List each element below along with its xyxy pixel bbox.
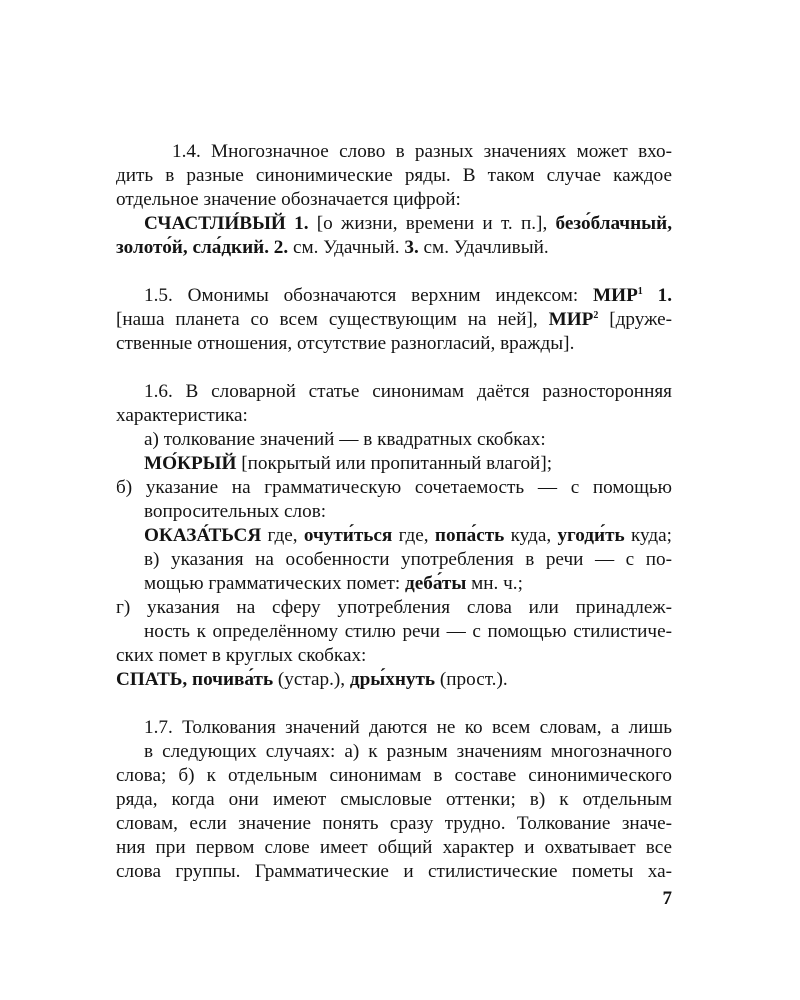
page-number: 7 xyxy=(662,888,672,909)
headword: ОКАЗА́ТЬСЯ xyxy=(144,525,262,546)
text-span: куда, xyxy=(504,525,558,546)
text-line xyxy=(116,308,672,332)
text-span: ских помет в круглых скобках: xyxy=(116,645,367,666)
text-span: слова группы. Грамматические и стилистические пометы ха- xyxy=(116,861,672,882)
text-span: словам, если значение понять сразу трудно. Толкование значе- xyxy=(116,813,672,834)
text-span: см. Удачный. xyxy=(288,237,405,258)
text-line xyxy=(116,548,672,572)
text-span: ность к определённому стилю речи — с помощью стилистиче- xyxy=(144,621,672,642)
text-line xyxy=(116,332,672,356)
text-line xyxy=(116,500,672,524)
synonym: очути́ться xyxy=(303,525,393,546)
paragraph-1-5 xyxy=(116,284,672,356)
text-line xyxy=(116,788,672,812)
text-span: ряда, когда они имеют смысловые оттенки; в) к отдельным xyxy=(116,789,672,810)
text-span: 1.5. Омонимы обозначаются верхним индексом: xyxy=(144,285,594,306)
paragraph-1-4 xyxy=(116,140,672,260)
text-line xyxy=(116,380,672,404)
text-span: ния при первом слове имеет общий характер и охватывает все xyxy=(116,837,672,858)
paragraph-1-6 xyxy=(116,380,672,692)
synonym: золото́й, сла́дкий. 2. xyxy=(116,237,289,258)
text-span: (устар.), xyxy=(273,669,350,690)
text-span: в) указания на особенности употребления в речи — с по- xyxy=(144,549,672,570)
example-line xyxy=(116,452,672,476)
text-span: мн. ч.; xyxy=(466,573,523,594)
body-text xyxy=(116,140,672,884)
sense-number: 3. xyxy=(404,237,419,258)
text-span: куда; xyxy=(624,525,672,546)
text-span: где, xyxy=(261,525,304,546)
headword: СЧАСТЛИ́ВЫЙ 1. xyxy=(144,213,309,234)
text-line xyxy=(116,764,672,788)
text-line xyxy=(116,812,672,836)
text-span: [наша планета со всем существующим на ней], xyxy=(116,309,549,330)
text-line xyxy=(116,836,672,860)
text-span: см. Удачливый. xyxy=(418,237,549,258)
text-line xyxy=(116,140,672,164)
text-span: дить в разные синонимические ряды. В таком случае каждое xyxy=(116,165,672,186)
text-span: в следующих случаях: а) к разным значениям многозначного xyxy=(144,741,672,762)
text-line xyxy=(116,476,672,500)
sense-number: 1. xyxy=(642,285,673,306)
headword: МИР xyxy=(593,285,638,306)
text-span: [друже- xyxy=(598,309,673,330)
text-line xyxy=(116,716,672,740)
text-span: а) толкование значений — в квадратных скобках: xyxy=(144,429,546,450)
text-span: [о жизни, времени и т. п.], xyxy=(308,213,556,234)
headword: МО́КРЫЙ xyxy=(144,453,237,474)
text-line xyxy=(116,188,672,212)
text-line xyxy=(116,284,672,308)
synonym: безо́блачный, xyxy=(555,213,672,234)
text-line xyxy=(116,620,672,644)
text-line xyxy=(116,404,672,428)
text-span: вопросительных слов: xyxy=(144,501,327,522)
text-span: отдельное значение обозначается цифрой: xyxy=(116,189,461,210)
text-line xyxy=(116,740,672,764)
text-span: ственные отношения, отсутствие разногласий, вражды]. xyxy=(116,333,575,354)
example-line xyxy=(116,524,672,548)
text-span: 1.4. Многозначное слово в разных значениях может вхо- xyxy=(172,141,672,162)
text-line xyxy=(116,644,672,668)
text-line xyxy=(116,596,672,620)
headword: СПАТЬ, почива́ть xyxy=(116,669,274,690)
text-line xyxy=(116,572,672,596)
text-line xyxy=(116,860,672,884)
example-line xyxy=(116,668,672,692)
text-span: 1.7. Толкования значений даются не ко всем словам, а лишь xyxy=(144,717,672,738)
headword: МИР xyxy=(548,309,594,330)
text-line xyxy=(116,164,672,188)
text-span: характеристика: xyxy=(116,405,248,426)
text-span: слова; б) к отдельным синонимам в составе синонимического xyxy=(116,765,672,786)
synonym: дры́хнуть xyxy=(349,669,436,690)
text-span: 1.6. В словарной статье синонимам даётся разносторонняя xyxy=(144,381,672,402)
paragraph-1-7 xyxy=(116,716,672,884)
homonym-index: 1 xyxy=(637,286,643,297)
text-line xyxy=(116,428,672,452)
text-span: (прост.). xyxy=(435,669,508,690)
synonym: деба́ты xyxy=(405,573,467,594)
text-span: где, xyxy=(392,525,435,546)
synonym: угоди́ть xyxy=(557,525,625,546)
example-line xyxy=(116,212,672,236)
text-span: б) указание на грамматическую сочетаемость — с помощью xyxy=(116,477,672,498)
synonym: попа́сть xyxy=(434,525,505,546)
text-span: г) указания на сферу употребления слова или принадлеж- xyxy=(116,597,672,618)
homonym-index: 2 xyxy=(593,310,599,321)
text-span: [покрытый или пропитанный влагой]; xyxy=(236,453,553,474)
example-line xyxy=(116,236,672,260)
text-span: мощью грамматических помет: xyxy=(144,573,406,594)
